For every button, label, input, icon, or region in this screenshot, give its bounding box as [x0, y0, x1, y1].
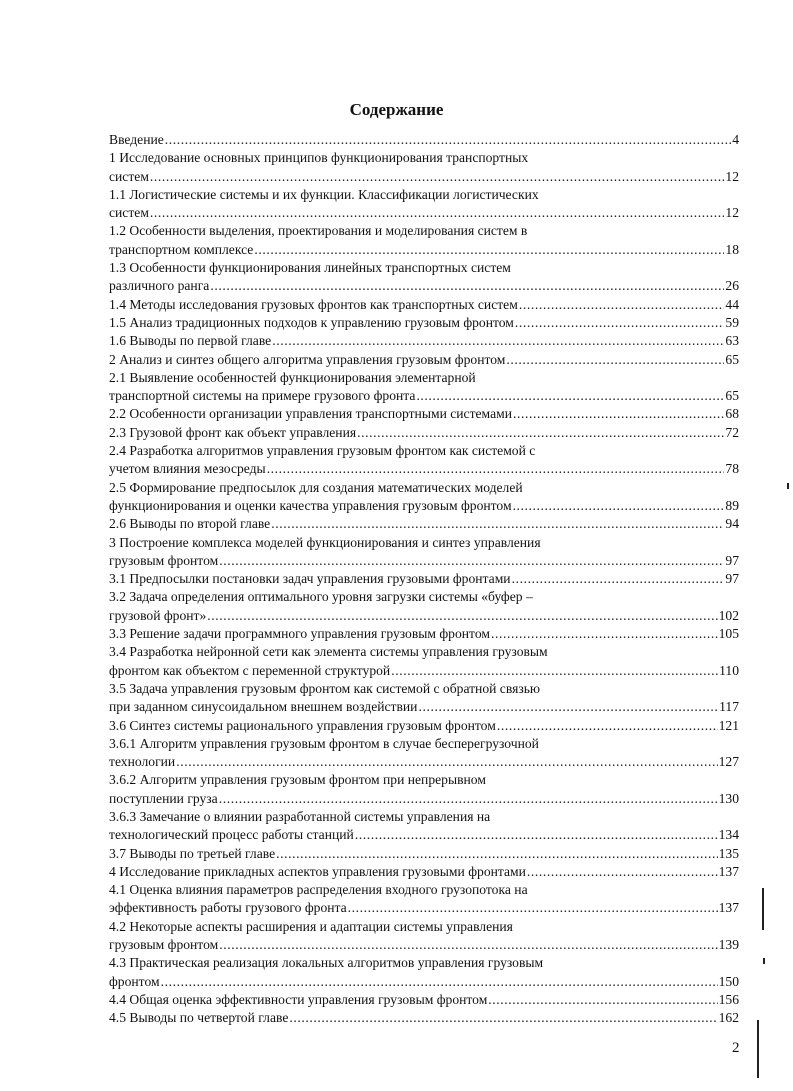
toc-entry-line	[109, 991, 739, 1009]
toc-entry-text: 4 Исследование прикладных аспектов управления грузовыми фронтами	[109, 863, 526, 879]
toc-entry	[109, 863, 739, 881]
toc-entry	[109, 186, 739, 223]
dot-leader	[289, 1009, 717, 1027]
dot-leader	[497, 717, 718, 735]
toc-entry-text: 3.6.2 Алгоритм управления грузовым фронтом при непрерывном	[109, 772, 486, 788]
toc-page-number: 105	[718, 626, 739, 642]
toc-entry-text: 1 Исследование основных принципов функционирования транспортных	[109, 150, 529, 166]
toc-entry-text: 2.6 Выводы по второй главе	[109, 516, 271, 532]
toc-entry-line	[109, 625, 739, 643]
toc-entry-line	[109, 405, 739, 423]
toc-page-number: 137	[718, 900, 739, 916]
dot-leader	[161, 973, 718, 991]
toc-entry-line	[109, 973, 739, 991]
toc-entry-text: функционирования и оценки качества управления грузовым фронтом	[109, 497, 512, 513]
margin-mark	[763, 958, 765, 964]
toc-entry-text: 1.2 Особенности выделения, проектирования и моделирования систем в	[109, 223, 528, 239]
dot-leader	[506, 351, 724, 369]
toc-entry-line	[109, 387, 739, 405]
toc-entry-line	[109, 698, 739, 716]
toc-entry-line	[109, 332, 739, 350]
toc-entry	[109, 332, 739, 350]
dot-leader	[488, 991, 717, 1009]
toc-entry-text: 2.1 Выявление особенностей функционирования элементарной	[109, 369, 476, 385]
dot-leader	[355, 826, 718, 844]
dot-leader	[357, 424, 724, 442]
dot-leader	[254, 241, 724, 259]
toc-page-number: 65	[725, 351, 739, 367]
toc-entry-line	[109, 241, 739, 259]
toc-entry-text: 2.5 Формирование предпосылок для создания математических моделей	[109, 479, 523, 495]
toc-entry	[109, 534, 739, 571]
toc-entry-line	[109, 314, 739, 332]
toc-page-number: 12	[725, 168, 739, 184]
toc-entry-line	[109, 936, 739, 954]
toc-entry-line	[109, 351, 739, 369]
toc-entry-text: 3.7 Выводы по третьей главе	[109, 845, 276, 861]
dot-leader	[219, 790, 718, 808]
toc-page-number: 97	[725, 552, 739, 568]
toc-entry-text: 4.2 Некоторые аспекты расширения и адаптации системы управления	[109, 918, 513, 934]
dot-leader	[515, 314, 725, 332]
margin-mark	[762, 888, 764, 930]
toc-entry	[109, 222, 739, 259]
dot-leader	[519, 296, 725, 314]
toc-entry-text: Введение	[109, 132, 164, 147]
margin-mark	[757, 1020, 759, 1078]
toc-entry	[109, 881, 739, 918]
toc-entry	[109, 588, 739, 625]
toc-page-number: 59	[725, 314, 739, 330]
toc-entry	[109, 314, 739, 332]
toc-entry-line	[109, 296, 739, 314]
dot-leader	[165, 131, 731, 149]
toc-page-number: 89	[725, 497, 739, 513]
toc-entry	[109, 296, 739, 314]
toc-entry	[109, 259, 739, 296]
table-of-contents	[109, 131, 739, 1028]
toc-page-number: 44	[725, 296, 739, 312]
toc-entry-line	[109, 515, 739, 533]
toc-page-number: 12	[725, 205, 739, 221]
toc-entry-line	[109, 899, 739, 917]
toc-entry	[109, 1009, 739, 1027]
toc-entry	[109, 991, 739, 1009]
toc-entry	[109, 515, 739, 533]
dot-leader	[219, 936, 717, 954]
toc-entry	[109, 680, 739, 717]
toc-page-number: 72	[725, 424, 739, 440]
toc-page-number: 4	[732, 132, 739, 147]
margin-mark	[787, 483, 789, 489]
dot-leader	[513, 405, 724, 423]
toc-page-number: 162	[718, 1010, 739, 1026]
toc-entry	[109, 918, 739, 955]
toc-entry-text: грузовым фронтом	[109, 937, 219, 953]
page-title: Содержание	[349, 100, 444, 119]
toc-entry-line	[109, 460, 739, 478]
toc-entry	[109, 442, 739, 479]
dot-leader	[513, 497, 725, 515]
toc-entry-text: фронтом как объектом с переменной структурой	[109, 662, 391, 678]
dot-leader	[207, 607, 717, 625]
toc-entry-text: при заданном синусоидальном внешнем воздействии	[109, 699, 418, 715]
toc-entry-text: фронтом	[109, 973, 160, 989]
toc-page-number: 97	[725, 571, 739, 587]
toc-entry-text: 3.6.3 Замечание о влиянии разработанной системы управления на	[109, 808, 491, 824]
toc-entry-line	[109, 790, 739, 808]
toc-entry-text: 3.2 Задача определения оптимального уровня загрузки системы «буфер –	[109, 589, 533, 605]
toc-page-number: 68	[725, 406, 739, 422]
toc-page-number: 134	[718, 827, 739, 843]
toc-page-number: 139	[718, 937, 739, 953]
toc-entry-line	[109, 845, 739, 863]
toc-entry-line	[109, 204, 739, 222]
toc-entry-text: 3.5 Задача управления грузовым фронтом как системой с обратной связью	[109, 680, 541, 696]
toc-entry	[109, 735, 739, 772]
toc-page-number: 94	[725, 516, 739, 532]
toc-entry	[109, 479, 739, 516]
toc-entry-text: 1.1 Логистические системы и их функции. Классификации логистических	[109, 186, 539, 202]
toc-entry	[109, 570, 739, 588]
toc-entry-line	[109, 277, 739, 295]
toc-entry	[109, 625, 739, 643]
toc-entry-text: систем	[109, 168, 149, 184]
toc-entry	[109, 351, 739, 369]
dot-leader	[418, 698, 718, 716]
toc-page-number: 127	[718, 754, 739, 770]
toc-entry-line	[109, 168, 739, 186]
toc-page-number: 65	[725, 388, 739, 404]
toc-entry	[109, 717, 739, 735]
toc-entry-text: 2.4 Разработка алгоритмов управления грузовым фронтом как системой с	[109, 443, 536, 459]
toc-page-number: 135	[718, 845, 739, 861]
dot-leader	[276, 845, 718, 863]
toc-page-number: 78	[725, 461, 739, 477]
toc-entry-text: 2.2 Особенности организации управления транспортными системами	[109, 406, 512, 422]
toc-entry	[109, 424, 739, 442]
toc-entry-text: технологический процесс работы станций	[109, 827, 354, 843]
toc-page-number: 18	[725, 241, 739, 257]
toc-entry-line	[109, 826, 739, 844]
toc-entry-text: 3.1 Предпосылки постановки задач управления грузовыми фронтами	[109, 571, 511, 587]
toc-page-number: 156	[718, 991, 739, 1007]
toc-entry-text: транспортной системы на примере грузового фронта	[109, 388, 416, 404]
toc-entry	[109, 808, 739, 845]
toc-entry-text: 4.3 Практическая реализация локальных алгоритмов управления грузовым	[109, 955, 544, 971]
toc-page-number: 121	[718, 717, 739, 733]
dot-leader	[416, 387, 724, 405]
toc-page-number: 63	[725, 333, 739, 349]
toc-entry	[109, 643, 739, 680]
toc-page-number: 110	[719, 662, 739, 678]
toc-entry-text: грузовой фронт»	[109, 607, 207, 623]
toc-page-number: 102	[718, 607, 739, 623]
toc-page-number: 130	[718, 790, 739, 806]
toc-page-number: 137	[718, 863, 739, 879]
toc-entry-line	[109, 1009, 739, 1027]
dot-leader	[491, 625, 718, 643]
toc-entry-line	[109, 717, 739, 735]
toc-entry-text: технологии	[109, 754, 176, 770]
toc-page-number: 26	[725, 278, 739, 294]
dot-leader	[219, 552, 724, 570]
toc-entry-line	[109, 552, 739, 570]
toc-entry-text: 4.5 Выводы по четвертой главе	[109, 1010, 289, 1026]
toc-entry-line	[109, 424, 739, 442]
toc-entry	[109, 771, 739, 808]
toc-entry-text: 1.3 Особенности функционирования линейных транспортных систем	[109, 260, 511, 276]
toc-entry-text: 3.6 Синтез системы рационального управления грузовым фронтом	[109, 717, 496, 733]
toc-entry-text: 4.4 Общая оценка эффективности управления грузовым фронтом	[109, 991, 488, 1007]
toc-entry	[109, 369, 739, 406]
toc-entry-line	[109, 570, 739, 588]
dot-leader	[150, 204, 724, 222]
toc-entry	[109, 845, 739, 863]
toc-entry-text: 3.4 Разработка нейронной сети как элемента системы управления грузовым	[109, 644, 548, 660]
dot-leader	[527, 863, 718, 881]
toc-entry	[109, 954, 739, 991]
toc-entry	[109, 405, 739, 423]
toc-entry	[109, 131, 739, 149]
toc-entry-text: 2 Анализ и синтез общего алгоритма управления грузовым фронтом	[109, 351, 506, 367]
dot-leader	[210, 277, 724, 295]
dot-leader	[267, 460, 725, 478]
dot-leader	[391, 662, 718, 680]
toc-entry-text: 1.6 Выводы по первой главе	[109, 333, 272, 349]
dot-leader	[150, 168, 724, 186]
toc-entry-text: различного ранга	[109, 278, 210, 294]
toc-entry-line	[109, 863, 739, 881]
toc-entry-text: поступлении груза	[109, 790, 218, 806]
dot-leader	[271, 515, 724, 533]
toc-entry	[109, 149, 739, 186]
toc-entry-line	[109, 662, 739, 680]
toc-entry-text: 3.3 Решение задачи программного управления грузовым фронтом	[109, 626, 490, 642]
toc-entry-text: 2.3 Грузовой фронт как объект управления	[109, 424, 357, 440]
toc-entry-line	[109, 497, 739, 515]
toc-entry-text: 4.1 Оценка влияния параметров распределения входного грузопотока на	[109, 882, 528, 898]
toc-entry-line	[109, 607, 739, 625]
dot-leader	[176, 753, 717, 771]
toc-entry-text: 3 Построение комплекса моделей функционирования и синтез управления	[109, 534, 541, 550]
toc-entry-line	[109, 131, 739, 149]
toc-entry-text: транспортном комплексе	[109, 241, 254, 257]
toc-entry-text: грузовым фронтом	[109, 552, 219, 568]
dot-leader	[512, 570, 725, 588]
toc-entry-text: 1.4 Методы исследования грузовых фронтов как транспортных систем	[109, 296, 518, 312]
toc-page-number: 150	[718, 973, 739, 989]
dot-leader	[272, 332, 724, 350]
toc-entry-text: 3.6.1 Алгоритм управления грузовым фронтом в случае бесперегрузочной	[109, 735, 539, 751]
toc-entry-text: 1.5 Анализ традиционных подходов к управлению грузовым фронтом	[109, 314, 514, 330]
dot-leader	[348, 899, 718, 917]
page-number: 2	[732, 1040, 740, 1056]
toc-entry-text: эффективность работы грузового фронта	[109, 900, 347, 916]
toc-entry-text: систем	[109, 205, 149, 221]
toc-entry-line	[109, 753, 739, 771]
toc-entry-text: учетом влияния мезосреды	[109, 461, 266, 477]
toc-page-number: 117	[719, 699, 739, 715]
